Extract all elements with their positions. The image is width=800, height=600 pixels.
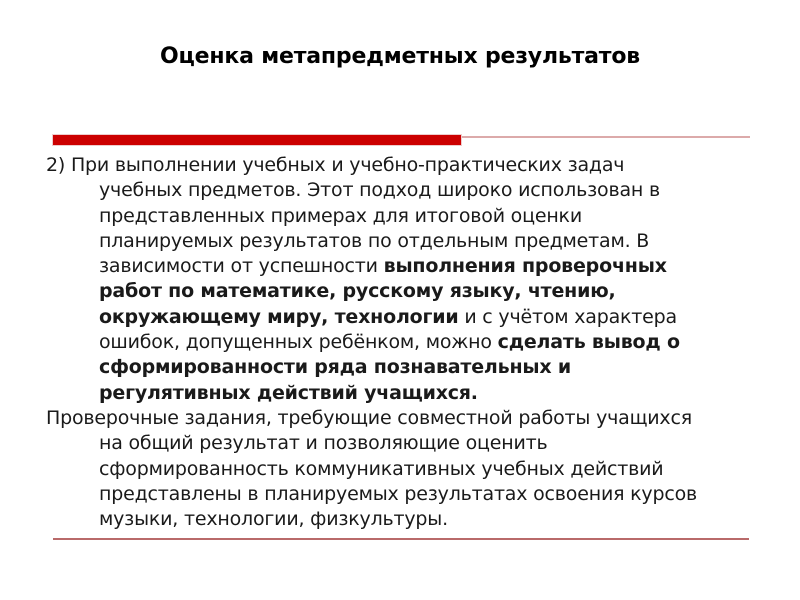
text-line [46,204,736,229]
slide-title: Оценка метапредметных результатов [160,44,640,69]
text-run: Проверочные задания, требующие совместной работы учащихся [46,406,692,429]
top-divider-red-bar [52,134,462,146]
text-run: сформированность коммуникативных учебных действий [99,457,664,480]
text-line [46,482,736,507]
text-line [46,406,736,431]
bold-text-run: работ по математике, русскому языку, чтению, [99,280,616,303]
text-line [46,178,736,203]
bottom-divider-line [53,538,749,540]
text-line [46,457,736,482]
text-line [46,381,736,406]
text-run: 2) При выполнении учебных и учебно-практических задач [46,154,625,176]
text-run: ошибок, допущенных ребёнком, можно [99,331,498,354]
body-text [46,153,736,532]
paragraph-2 [46,406,736,532]
text-line [46,431,736,456]
bold-text-run: окружающему миру, технологии [99,305,459,328]
text-run: представленных примерах для итоговой оценки [99,204,582,227]
text-run: представлены в планируемых результатах освоения курсов [99,482,698,505]
text-line [46,279,736,304]
text-line [46,507,736,532]
text-line [46,355,736,380]
text-run: на общий результат и позволяющие оценить [99,432,548,455]
bold-text-run: сформированности ряда познавательных и [99,356,571,379]
text-run: и с учётом характера [458,305,677,328]
text-line [46,330,736,355]
bold-text-run: сделать вывод о [497,331,680,354]
text-line [46,229,736,254]
paragraph-1 [46,153,736,406]
text-line [46,153,736,178]
text-run: зависимости от успешности [99,255,384,278]
bold-text-run: выполнения проверочных [383,255,667,278]
bold-text-run: регулятивных действий учащихся. [99,381,478,404]
text-line [46,305,736,330]
text-line [46,254,736,279]
text-run: учебных предметов. Этот подход широко использован в [99,179,660,202]
text-run: музыки, технологии, физкультуры. [99,508,448,531]
text-run: планируемых результатов по отдельным предметам. В [99,229,650,252]
